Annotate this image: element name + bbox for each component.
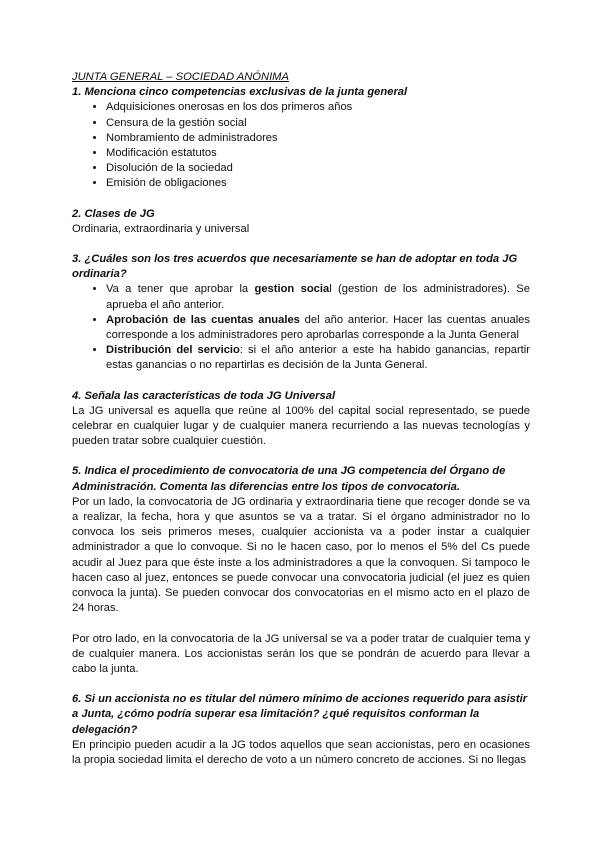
acuerdos-list [72,282,530,373]
answer-5-part-2: Por otro lado, en la convocatoria de la JG universal se va a poder tratar de cualquier tema y de cualquier manera. Los accionistas serán los que se pondrán de acuerdo para llevar a cabo la junta. [72,632,530,675]
item-bold: gestion socia [254,283,330,296]
answer-6: En principio pueden acudir a la JG todos aquellos que sean accionistas, pero en ocasiones la propia sociedad limita el derecho de voto a un número concreto de acciones. Si no llegas [72,738,530,766]
question-6: 6. Si un accionista no es titular del número mínimo de acciones requerido para asistir a Junta, ¿cómo podría superar esa limitación? ¿qué requisitos conforman la delegación? [72,693,528,736]
competencias-list [72,100,530,191]
document-title: JUNTA GENERAL – SOCIEDAD ANÓNIMA [72,71,289,83]
answer-2: Ordinaria, extraordinaria y universal [72,222,250,235]
list-item: • Adquisiciones onerosas en los dos primeros años [106,100,530,115]
list-item: • Emisión de obligaciones [106,176,530,191]
item-text: del año anterior. Hacer las cuentas anuales corresponde a los administradores pero aprobarlas corresponde a la Junta General [106,313,530,342]
list-item: • Modificación estatutos [106,146,530,161]
item-text: l (gestion de los administradores). Se aprueba el año anterior. [106,283,530,311]
answer-4: La JG universal es aquella que reúne al 100% del capital social representado, se puede celebrar en cualquier lugar y de cualquier manera recurriendo a las nuevas tecnologías y pueden tratar sobre cualquier cuestión. [72,404,530,448]
list-item: • Nombramiento de administradores [106,131,530,146]
question-1: 1. Menciona cinco competencias exclusivas de la junta general [72,86,408,99]
item-bold: Aprobación de las cuentas anuales [106,313,300,326]
list-item: • Censura de la gestión social [106,116,530,131]
item-text: Va a tener que aprobar la [106,283,255,296]
question-5: 5. Indica el procedimiento de convocatoria de una JG competencia del Órgano de Administración. Comenta las diferencias entre los tipos de convocatoria. [72,465,506,493]
item-text: : si el año anterior a este ha habido ganancias, repartir estas ganancias o no repartirlas es decisión de la Junta General. [106,344,530,372]
item-bold: Distribución del servicio [106,344,240,357]
question-4: 4. Señala las características de toda JG Universal [72,389,336,402]
list-item: • Disolución de la sociedad [106,161,530,176]
question-2: 2. Clases de JG [72,207,155,220]
question-3: 3. ¿Cuáles son los tres acuerdos que necesariamente se han de adoptar en toda JG ordinaria? [72,253,518,281]
document-page [72,70,530,768]
list-item [106,343,530,373]
answer-5-part-1: Por un lado, la convocatoria de JG ordinaria y extraordinaria tiene que recoger donde se va a realizar, la fecha, hora y que asuntos se va a tratar. Si el órgano administrador no lo convoca los seis primeros meses, cualquier accionista va a poder instar a cualquier administrador a que lo convoque. Si no le hacen caso, por lo menos el 5% del Cs puede acudir al Juez para que éste inste a los administradores a que la convoquen. Si tampoco le hacen caso al juez, entonces se puede convocar una convocatoria judicial (el juez es quien convoca la junta). Se pueden convocar dos convocatorias en el mismo acto en el plazo de 24 horas. [72,495,530,615]
list-item [106,313,530,343]
list-item [106,282,530,312]
